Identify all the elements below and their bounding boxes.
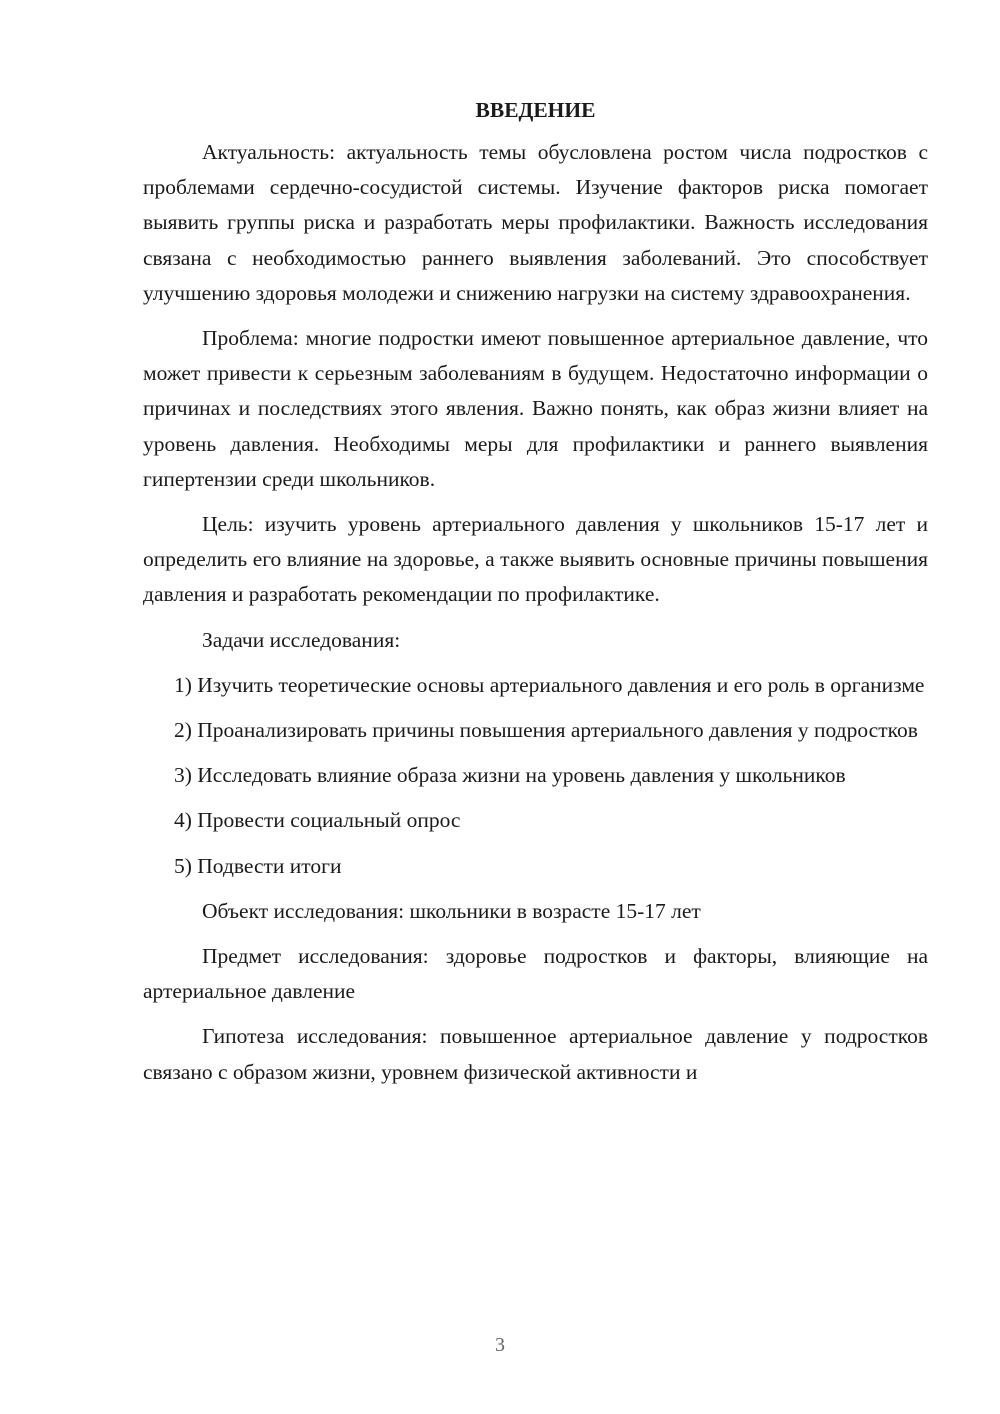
goal-paragraph: Цель: изучить уровень артериального давления у школьников 15-17 лет и определить его влияние на здоровье, а также выявить основные причины повышения давления и разработать рекомендации по профилактике. [143, 512, 928, 607]
task-item-2: 2) Проанализировать причины повышения артериального давления у подростков [174, 718, 918, 743]
relevance-paragraph: Актуальность: актуальность темы обусловлена ростом числа подростков с проблемами сердечно-сосудистой системы. Изучение факторов риска помогает выявить группы риска и разработать меры профилактики. Важность исследования связана с необходимостью раннего выявления заболеваний. Это способствует улучшению здоровья молодежи и снижению нагрузки на систему здравоохранения. [143, 140, 928, 305]
task-item-3: 3) Исследовать влияние образа жизни на уровень давления у школьников [174, 763, 846, 788]
task-item-1: 1) Изучить теоретические основы артериального давления и его роль в организме [174, 672, 925, 697]
tasks-heading: Задачи исследования: [202, 627, 401, 652]
hypothesis-paragraph: Гипотеза исследования: повышенное артериальное давление у подростков связано с образом жизни, уровнем физической активности и [143, 1024, 928, 1084]
task-item-4: 4) Провести социальный опрос [174, 808, 461, 833]
page-number: 3 [495, 1334, 505, 1356]
page-title: ВВЕДЕНИЕ [475, 98, 596, 122]
problem-paragraph: Проблема: многие подростки имеют повышенное артериальное давление, что может привести к серьезным заболеваниям в будущем. Недостаточно информации о причинах и последствиях этого явления. Важно понять, как образ жизни влияет на уровень давления. Необходимы меры для профилактики и раннего выявления гипертензии среди школьников. [143, 326, 928, 491]
subject-paragraph: Предмет исследования: здоровье подростков и факторы, влияющие на артериальное давление [143, 944, 928, 1004]
document-page [143, 95, 928, 1100]
object-paragraph: Объект исследования: школьники в возрасте 15-17 лет [202, 898, 701, 923]
task-item-5: 5) Подвести итоги [174, 853, 342, 878]
